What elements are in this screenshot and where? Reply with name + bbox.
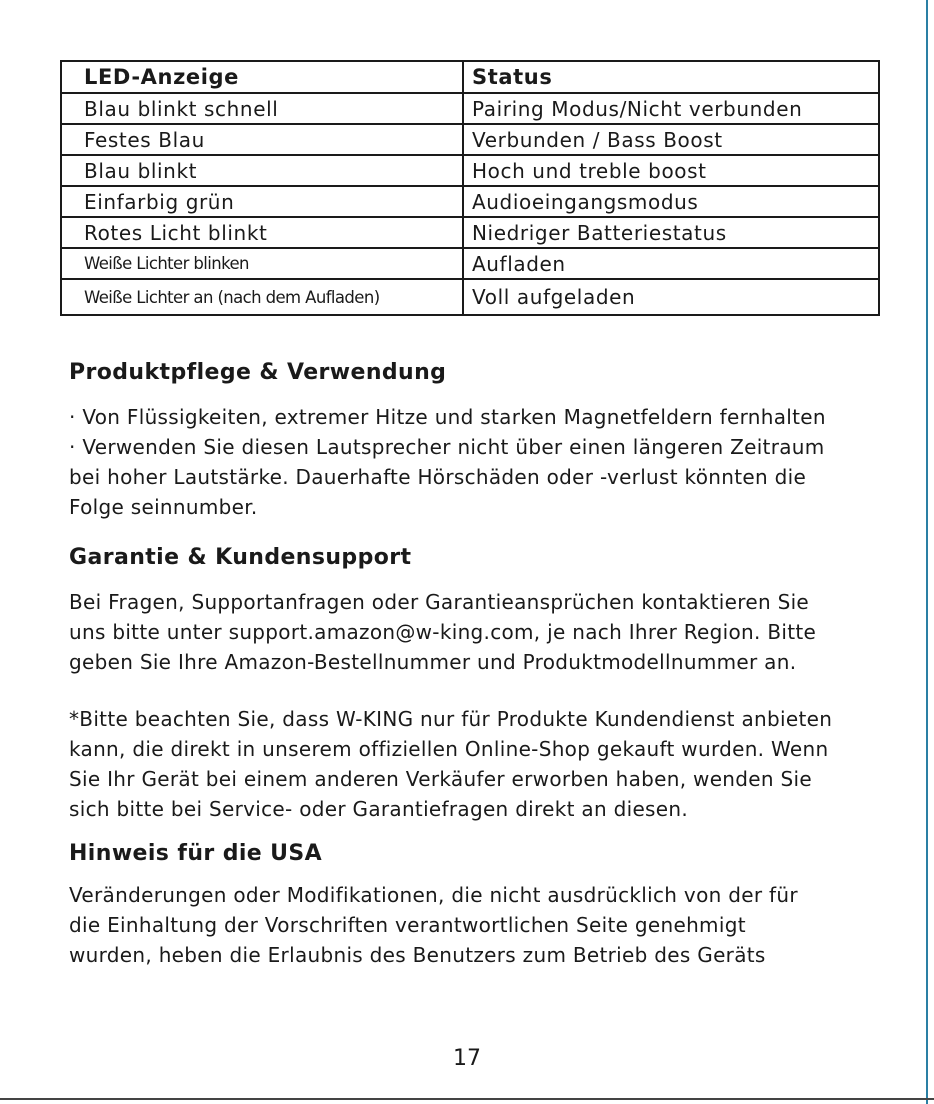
status-cell: Niedriger Batteriestatus	[463, 217, 879, 248]
table-row	[61, 124, 879, 155]
led-cell: Festes Blau	[61, 124, 463, 155]
led-cell: Weiße Lichter an (nach dem Aufladen)	[61, 279, 463, 315]
warranty-text-2	[69, 704, 909, 824]
header-status: Status	[463, 61, 879, 93]
table-row	[61, 155, 879, 186]
led-status-table	[60, 60, 880, 316]
status-cell: Hoch und treble boost	[463, 155, 879, 186]
warranty-note-line: *Bitte beachten Sie, dass W-KING nur für Produkte Kundendienst anbieten	[69, 707, 833, 731]
led-cell: Einfarbig grün	[61, 186, 463, 217]
status-cell: Pairing Modus/Nicht verbunden	[463, 93, 879, 124]
page-edge-right	[926, 0, 928, 1104]
warranty-line: uns bitte unter support.amazon@w-king.com, je nach Ihrer Region. Bitte	[69, 620, 817, 644]
status-cell: Audioeingangsmodus	[463, 186, 879, 217]
warranty-heading: Garantie & Kundensupport	[69, 545, 412, 570]
led-cell: Rotes Licht blinkt	[61, 217, 463, 248]
table-row	[61, 217, 879, 248]
usa-heading: Hinweis für die USA	[69, 841, 323, 866]
usa-line: wurden, heben die Erlaubnis des Benutzers zum Betrieb des Geräts	[69, 943, 766, 967]
table-row	[61, 186, 879, 217]
care-heading: Produktpflege & Verwendung	[69, 360, 447, 385]
warranty-note-line: Sie Ihr Gerät bei einem anderen Verkäufer erworben haben, wenden Sie	[69, 767, 812, 791]
usa-text	[69, 880, 909, 970]
status-cell: Voll aufgeladen	[463, 279, 879, 315]
status-cell: Verbunden / Bass Boost	[463, 124, 879, 155]
led-cell: Blau blinkt schnell	[61, 93, 463, 124]
usa-line: die Einhaltung der Vorschriften verantwortlichen Seite genehmigt	[69, 913, 746, 937]
table-row	[61, 279, 879, 315]
header-led: LED-Anzeige	[61, 61, 463, 93]
care-bullet-2-line-3: Folge seinnumber.	[69, 495, 258, 519]
warranty-line: Bei Fragen, Supportanfragen oder Garantieansprüchen kontaktieren Sie	[69, 590, 810, 614]
usa-line: Veränderungen oder Modifikationen, die nicht ausdrücklich von der für	[69, 883, 798, 907]
care-bullet-1: · Von Flüssigkeiten, extremer Hitze und starken Magnetfeldern fernhalten	[69, 405, 826, 429]
care-text	[69, 402, 909, 522]
warranty-note-line: sich bitte bei Service- oder Garantiefragen direkt an diesen.	[69, 797, 689, 821]
care-bullet-2-line-2: bei hoher Lautstärke. Dauerhafte Hörschäden oder -verlust könnten die	[69, 465, 807, 489]
table-row	[61, 93, 879, 124]
warranty-note-line: kann, die direkt in unserem offiziellen Online-Shop gekauft wurden. Wenn	[69, 737, 829, 761]
led-cell: Blau blinkt	[61, 155, 463, 186]
status-cell: Aufladen	[463, 248, 879, 279]
led-cell: Weiße Lichter blinken	[61, 248, 463, 279]
page-number: 17	[453, 1046, 481, 1071]
warranty-line: geben Sie Ihre Amazon-Bestellnummer und Produktmodellnummer an.	[69, 650, 797, 674]
warranty-text-1	[69, 587, 909, 677]
table-header-row	[61, 61, 879, 93]
care-bullet-2-line-1: · Verwenden Sie diesen Lautsprecher nicht über einen längeren Zeitraum	[69, 435, 825, 459]
table-row	[61, 248, 879, 279]
page-edge-bottom	[0, 1098, 934, 1100]
